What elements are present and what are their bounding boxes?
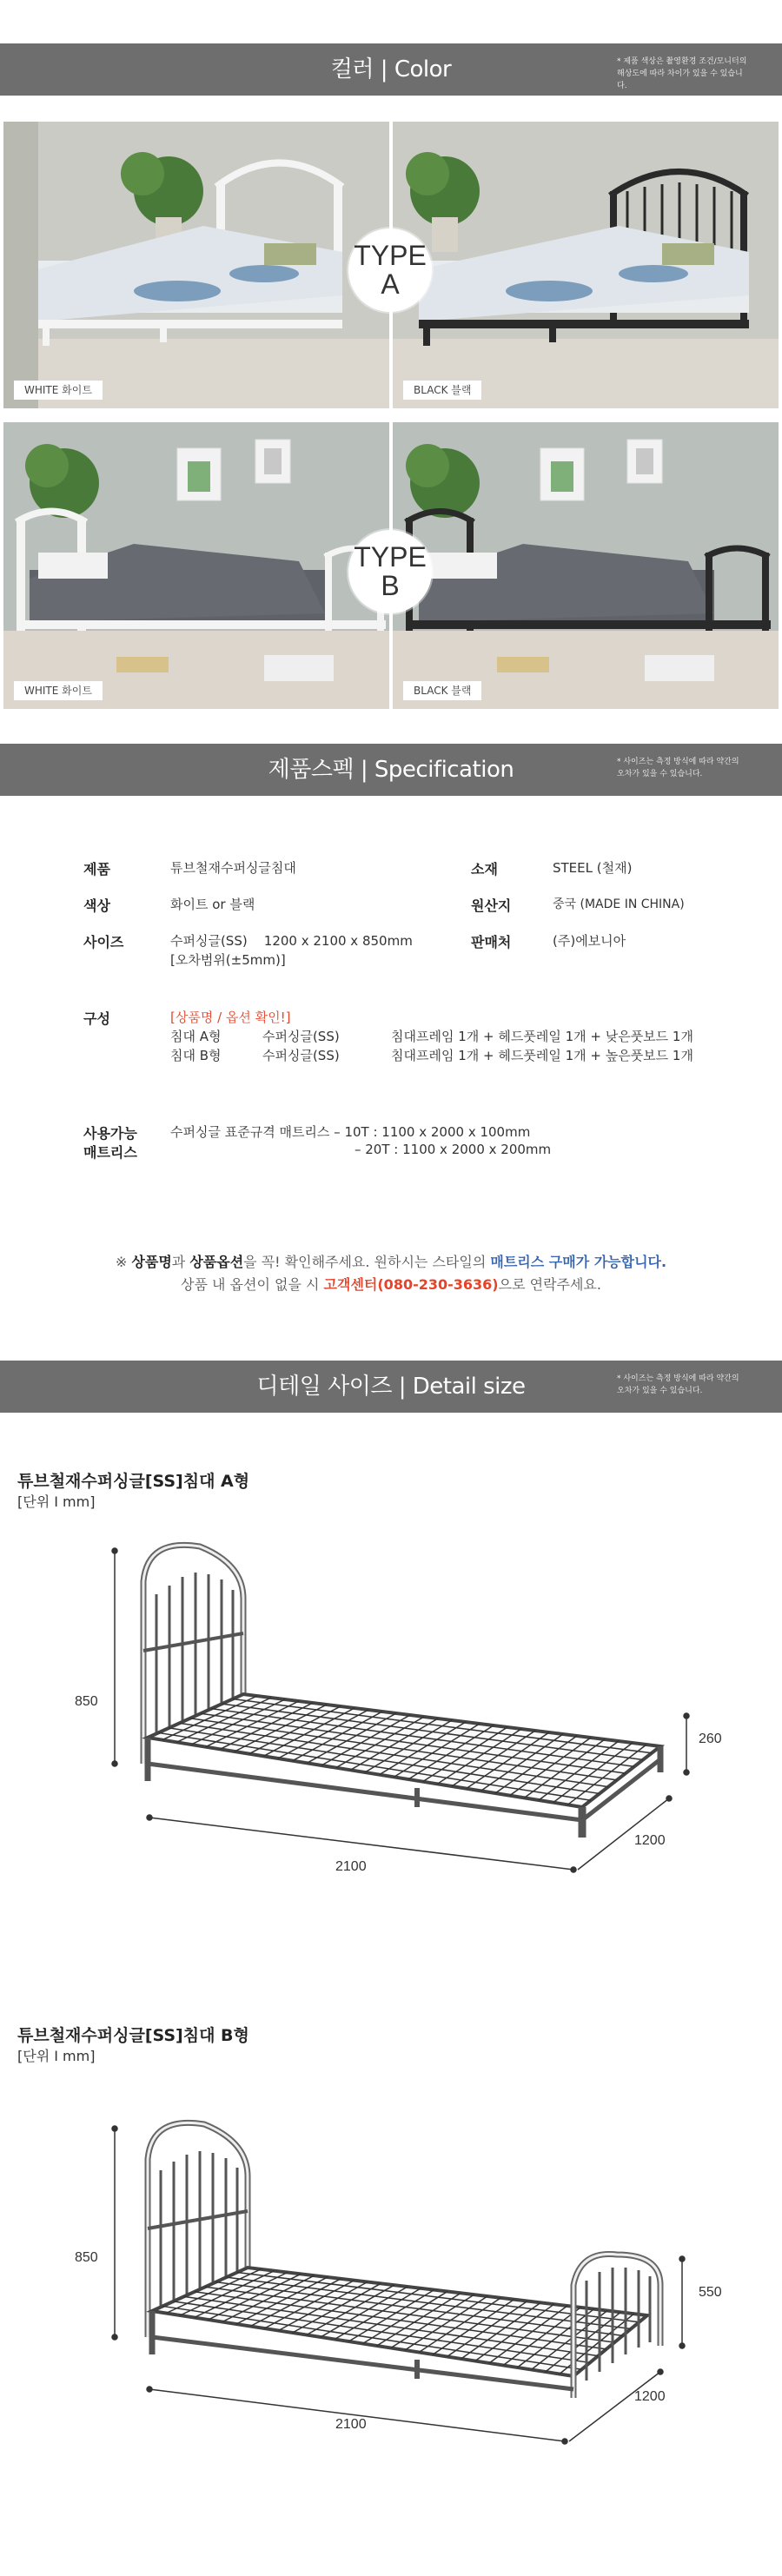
option-notice-line-2 [0,1274,782,1296]
notice-b1: 상품명 [131,1254,172,1270]
type-a-badge [348,228,432,312]
spec-product-value: 튜브철재수퍼싱글침대 [170,860,296,876]
spec-section-title: 제품스펙 | Specification [268,757,514,783]
spec-size-value: 수퍼싱글(SS) 1200 x 2100 x 850mm [170,933,413,949]
detail-b-width: 1200 [634,2389,666,2404]
type-b-line2: B [381,570,400,601]
detail-b-unit: [단위 I mm] [17,2048,96,2064]
composition-notice: [상품명 / 옵션 확인!] [170,1010,291,1025]
spec-color-label: 색상 [83,897,110,914]
option-notice-line-1 [0,1251,782,1274]
composition-row-b-name: 침대 B형 [170,1048,222,1063]
detail-b-length: 2100 [335,2417,367,2432]
detail-b-height: 850 [75,2250,98,2265]
spec-product-label: 제품 [83,861,110,877]
color-section-title: 컬러 | Color [330,56,452,83]
spec-origin-value: 중국 (MADE IN CHINA) [553,897,685,911]
type-a-line2: A [381,268,400,300]
detail-a-length: 2100 [335,1859,367,1874]
mattress-line-2: – 20T : 1100 x 2000 x 200mm [355,1142,552,1157]
spec-material-value: STEEL (철재) [553,860,633,876]
composition-row-b-parts: 침대프레임 1개 + 헤드풋레일 1개 + 높은풋보드 1개 [391,1048,693,1063]
spec-composition-label: 구성 [83,1010,110,1027]
option-notice [0,1251,782,1296]
notice-phone-highlight: 고객센터(080-230-3636) [323,1276,499,1293]
color-section-note: * 제품 색상은 촬영환경 조건/모니터의 해상도에 따라 차이가 있을 수 있습니다. [617,57,747,90]
spec-section-note: * 사이즈는 측정 방식에 따라 약간의 오차가 있을 수 있습니다. [617,758,739,778]
spec-size-tolerance: [오차범위(±5mm)] [170,952,286,968]
detail-a-width: 1200 [634,1833,666,1848]
notice-b2: 상품옵션 [189,1254,244,1270]
detail-section-note: * 사이즈는 측정 방식에 따라 약간의 오차가 있을 수 있습니다. [617,1374,739,1395]
composition-row-a-size: 수퍼싱글(SS) [262,1029,340,1044]
type-b-badge [348,530,432,613]
spec-mattress-label-2: 매트리스 [83,1144,137,1161]
composition-row-a-parts: 침대프레임 1개 + 헤드풋레일 1개 + 낮은풋보드 1개 [391,1029,693,1044]
detail-a-foot-height: 260 [699,1732,722,1746]
spec-size-label: 사이즈 [83,934,124,950]
photo-white-type-a [3,122,389,408]
detail-b-title: 튜브철재수퍼싱글[SS]침대 B형 [17,2026,249,2045]
detail-a-title: 튜브철재수퍼싱글[SS]침대 A형 [17,1472,250,1491]
spec-seller-value: (주)에보니아 [553,933,626,949]
photo-tag: WHITE 화이트 [14,381,103,400]
spec-mattress-label-1: 사용가능 [83,1125,137,1142]
bed-a-drawing [0,1512,782,1877]
spec-origin-label: 원산지 [471,897,512,914]
composition-row-b-size: 수퍼싱글(SS) [262,1048,340,1063]
color-section-header [0,43,782,96]
notice-t2: 을 꼭! 확인해주세요. 원하시는 스타일의 [243,1254,491,1270]
spec-material-label: 소재 [471,861,498,877]
spec-color-value: 화이트 or 블랙 [170,897,255,912]
type-b-line1: TYPE [354,541,427,573]
detail-a-height: 850 [75,1694,98,1709]
notice-t3: 상품 내 옵션이 없을 시 [181,1276,324,1293]
notice-prefix: ※ [115,1254,132,1270]
mattress-line-1: 수퍼싱글 표준규격 매트리스 – 10T : 1100 x 2000 x 100mm [170,1124,531,1140]
photo-black-type-a [393,122,779,408]
spec-seller-label: 판매처 [471,934,512,950]
detail-section-title: 디테일 사이즈 | Detail size [256,1374,526,1400]
composition-row-a-name: 침대 A형 [170,1029,222,1044]
photo-tag: WHITE 화이트 [14,681,103,700]
notice-t1: 과 [171,1254,190,1270]
detail-section-header [0,1361,782,1413]
photo-tag: BLACK 블랙 [403,681,481,700]
detail-a-unit: [단위 I mm] [17,1493,96,1510]
notice-mattress-highlight: 매트리스 구매가 가능합니다. [490,1254,667,1270]
type-a-line1: TYPE [354,240,427,271]
photo-tag: BLACK 블랙 [403,381,481,400]
photo-white-type-b [3,422,389,709]
detail-b-foot-height: 550 [699,2285,722,2300]
spec-section-header [0,744,782,796]
notice-t4: 으로 연락주세요. [498,1276,601,1293]
photo-black-type-b [393,422,779,709]
